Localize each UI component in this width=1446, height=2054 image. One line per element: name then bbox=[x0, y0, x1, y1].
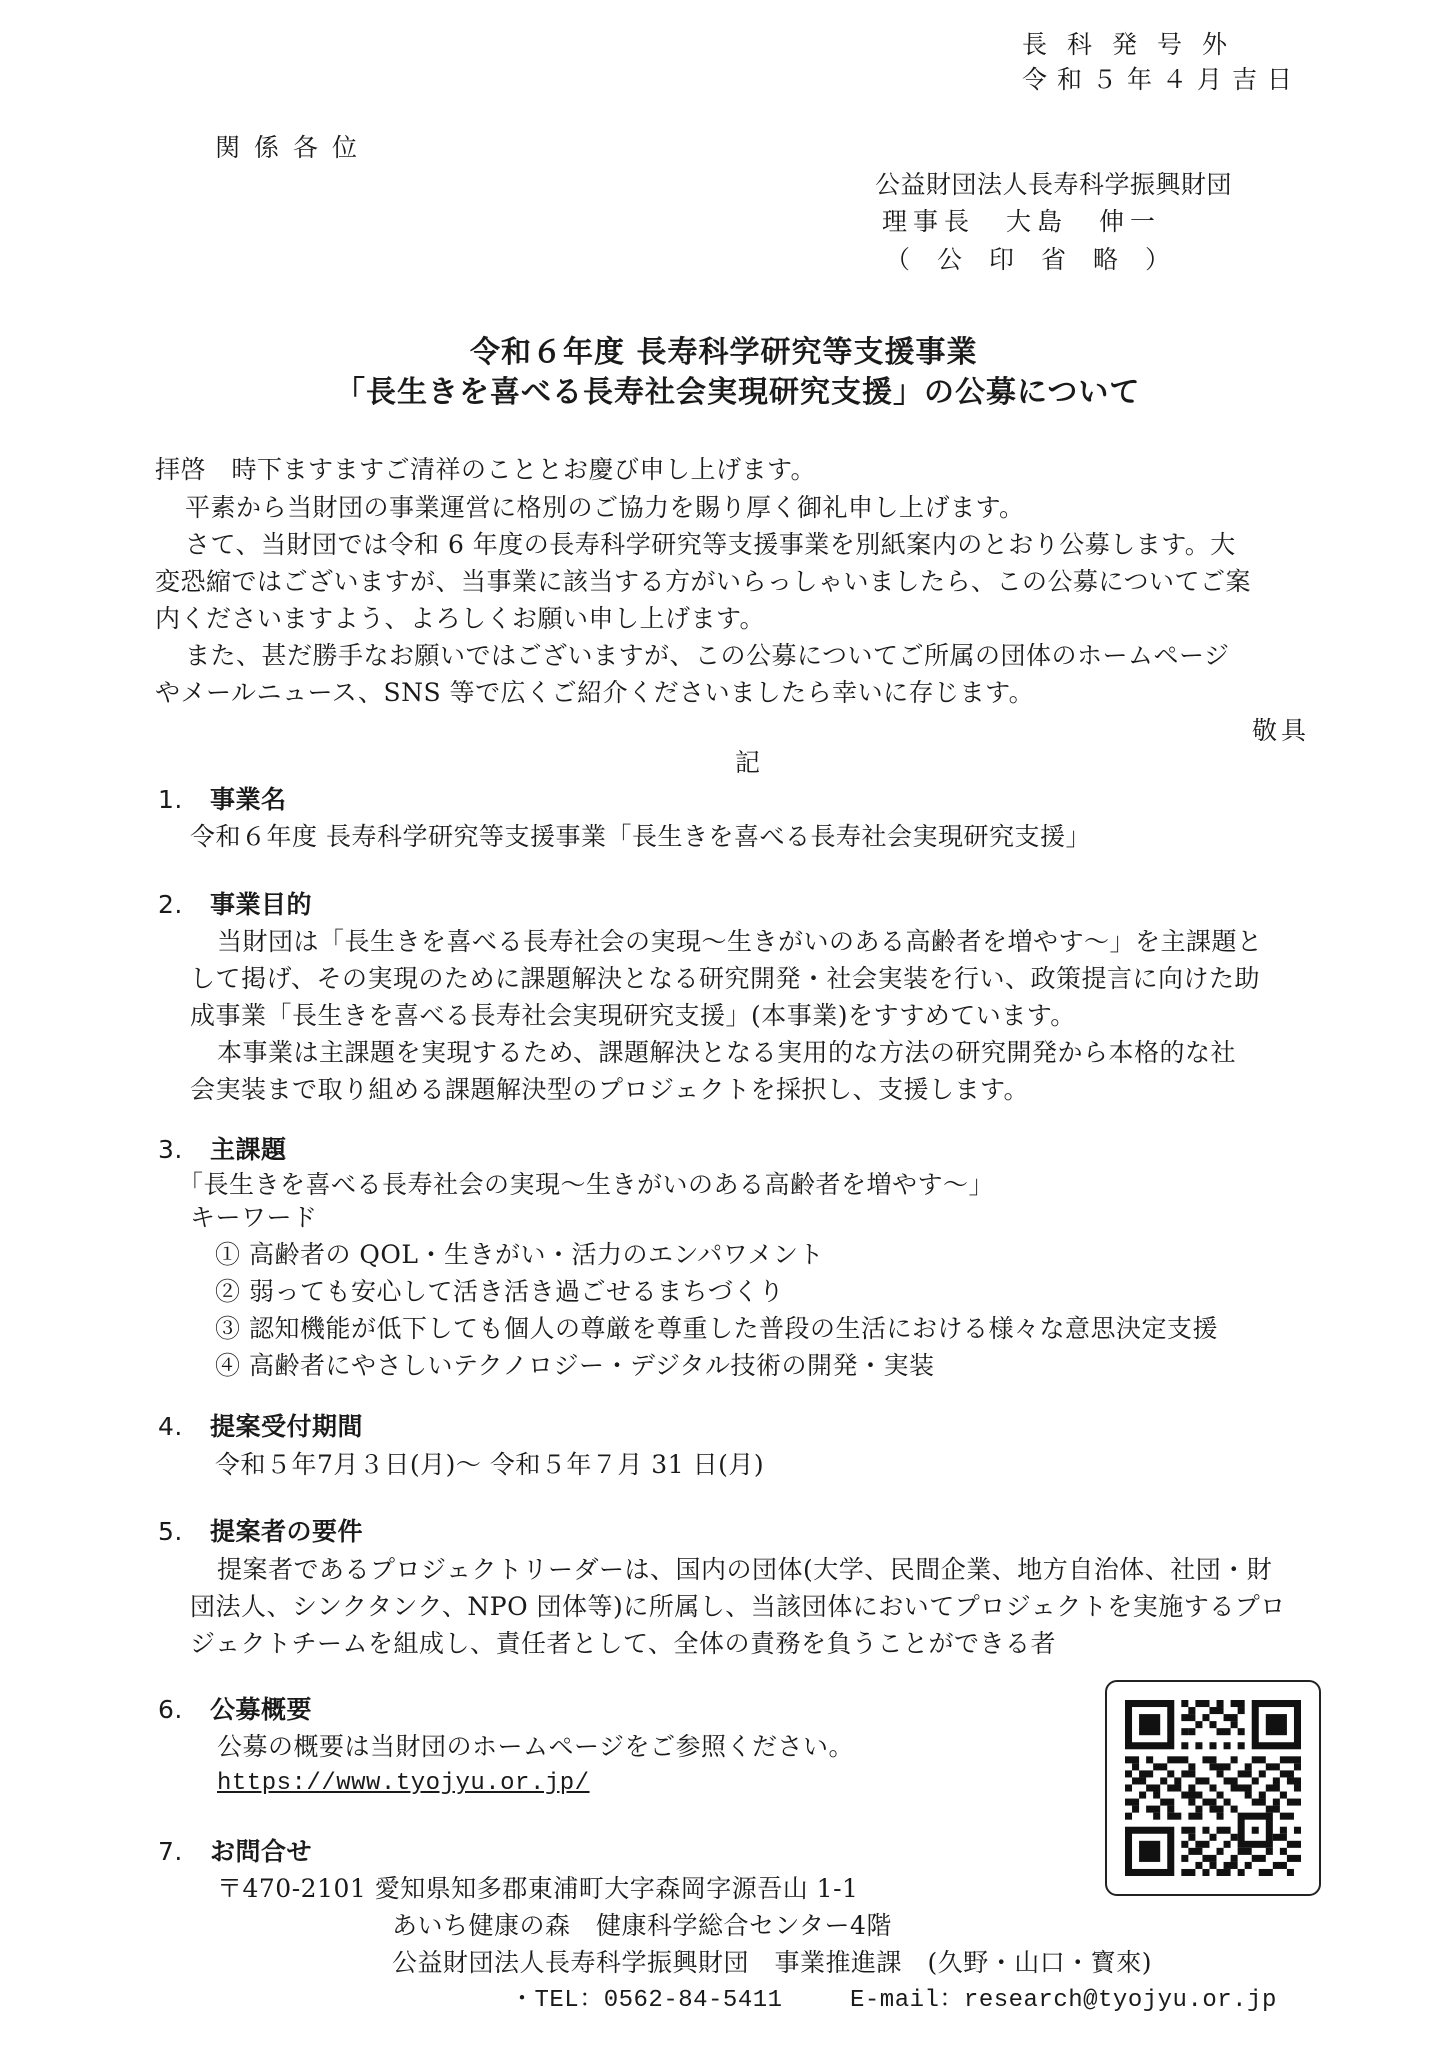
section-2-line-1: 当財団は「長生きを喜べる長寿社会の実現～生きがいのある高齢者を増やす～」を主課題と bbox=[217, 927, 1263, 956]
section-6-text: 公募の概要は当財団のホームページをご参照ください。 bbox=[217, 1732, 855, 1761]
section-6-number: 6. bbox=[158, 1695, 183, 1724]
closing: 敬具 bbox=[1252, 716, 1311, 745]
contact-address: 〒470-2101 愛知県知多郡東浦町大字森岡字源吾山 1-1 bbox=[217, 1874, 859, 1903]
section-2-line-5: 会実装まで取り組める課題解決型のプロジェクトを採択し、支援します。 bbox=[190, 1075, 1030, 1104]
seal-note: （公印省略） bbox=[885, 245, 1198, 274]
body-p2: 平素から当財団の事業運営に格別のご協力を賜り厚く御礼申し上げます。 bbox=[185, 493, 1025, 522]
keyword-label: キーワード bbox=[190, 1203, 318, 1232]
section-1-text: 令和６年度 長寿科学研究等支援事業「長生きを喜べる長寿社会実現研究支援」 bbox=[190, 822, 1091, 851]
section-2-line-2: して掲げ、その実現のために課題解決となる研究開発・社会実装を行い、政策提言に向けた助 bbox=[190, 964, 1261, 993]
body-p4-line-2: やメールニュース、SNS 等で広くご紹介くださいましたら幸いに存じます。 bbox=[155, 678, 1035, 707]
keyword-3: ③ 認知機能が低下しても個人の尊厳を尊重した普段の生活における様々な意思決定支援 bbox=[215, 1314, 1218, 1343]
sender-name: 理事長 大島 伸一 bbox=[882, 207, 1162, 236]
section-7-number: 7. bbox=[158, 1837, 183, 1866]
section-2-number: 2. bbox=[158, 890, 183, 919]
section-5-number: 5. bbox=[158, 1517, 183, 1546]
body-greeting: 拝啓 時下ますますご清祥のこととお慶び申し上げます。 bbox=[155, 455, 817, 484]
body-p3-line-1: さて、当財団では令和 6 年度の長寿科学研究等支援事業を別紙案内のとおり公募します。大 bbox=[185, 530, 1236, 559]
body-p3-line-3: 内くださいますよう、よろしくお願い申し上げます。 bbox=[155, 604, 766, 633]
doc-number: 長科発号外 bbox=[1022, 30, 1248, 59]
section-1-number: 1. bbox=[158, 785, 183, 814]
sender-org: 公益財団法人長寿科学振興財団 bbox=[875, 170, 1233, 199]
section-4-number: 4. bbox=[158, 1412, 183, 1441]
keyword-1: ① 高齢者の QOL・生きがい・活力のエンパワメント bbox=[215, 1240, 824, 1269]
section-4-text: 令和５年7月３日(月)～ 令和５年７月 31 日(月) bbox=[215, 1450, 765, 1479]
contact-building: あいち健康の森 健康科学総合センター4階 bbox=[392, 1911, 892, 1940]
keyword-2: ② 弱っても安心して活き活き過ごせるまちづくり bbox=[215, 1277, 785, 1306]
section-3-theme: 「長生きを喜べる長寿社会の実現～生きがいのある高齢者を増やす～」 bbox=[178, 1170, 995, 1199]
section-5-line-3: ジェクトチームを組成し、責任者として、全体の責務を負うことができる者 bbox=[190, 1629, 1057, 1658]
section-3-number: 3. bbox=[158, 1135, 183, 1164]
section-5-line-2: 団法人、シンクタンク、NPO 団体等)に所属し、当該団体においてプロジェクトを実施するプロ bbox=[190, 1592, 1286, 1621]
section-4-heading: 提案受付期間 bbox=[210, 1412, 364, 1441]
contact-department: 公益財団法人長寿科学振興財団 事業推進課 (久野・山口・寳來) bbox=[392, 1948, 1153, 1977]
homepage-link[interactable]: https://www.tyojyu.or.jp/ bbox=[217, 1770, 590, 1797]
section-6-heading: 公募概要 bbox=[210, 1695, 313, 1724]
ki-mark: 記 bbox=[735, 748, 761, 777]
keyword-4: ④ 高齢者にやさしいテクノロジー・デジタル技術の開発・実装 bbox=[215, 1351, 935, 1380]
body-p3-line-2: 変恐縮ではございますが、当事業に該当する方がいらっしゃいましたら、この公募についてご案 bbox=[155, 567, 1252, 596]
body-p4-line-1: また、甚だ勝手なお願いではございますが、この公募についてご所属の団体のホームページ bbox=[185, 641, 1230, 670]
section-2-line-3: 成事業「長生きを喜べる長寿社会実現研究支援」(本事業)をすすめています。 bbox=[190, 1001, 1076, 1030]
section-2-line-4: 本事業は主課題を実現するため、課題解決となる実用的な方法の研究開発から本格的な社 bbox=[217, 1038, 1237, 1067]
recipient: 関係各位 bbox=[215, 133, 372, 162]
qr-code-icon[interactable] bbox=[1105, 1680, 1321, 1896]
section-7-heading: お問合せ bbox=[210, 1837, 313, 1866]
section-2-heading: 事業目的 bbox=[210, 890, 313, 919]
section-3-heading: 主課題 bbox=[210, 1135, 287, 1164]
section-1-heading: 事業名 bbox=[210, 785, 287, 814]
title-line-2: 「長生きを喜べる長寿社会実現研究支援」の公募について bbox=[335, 375, 1141, 410]
qr-code-graphic bbox=[1125, 1700, 1301, 1876]
contact-tel[interactable]: ・TEL：0562-84-5411 bbox=[510, 1987, 783, 2014]
title-line-1: 令和６年度 長寿科学研究等支援事業 bbox=[470, 335, 978, 370]
section-5-heading: 提案者の要件 bbox=[210, 1517, 364, 1546]
doc-date: 令和５年４月吉日 bbox=[1022, 65, 1303, 94]
section-5-line-1: 提案者であるプロジェクトリーダーは、国内の団体(大学、民間企業、地方自治体、社団・財 bbox=[217, 1555, 1273, 1584]
contact-email[interactable]: E-mail：research@tyojyu.or.jp bbox=[850, 1987, 1277, 2014]
